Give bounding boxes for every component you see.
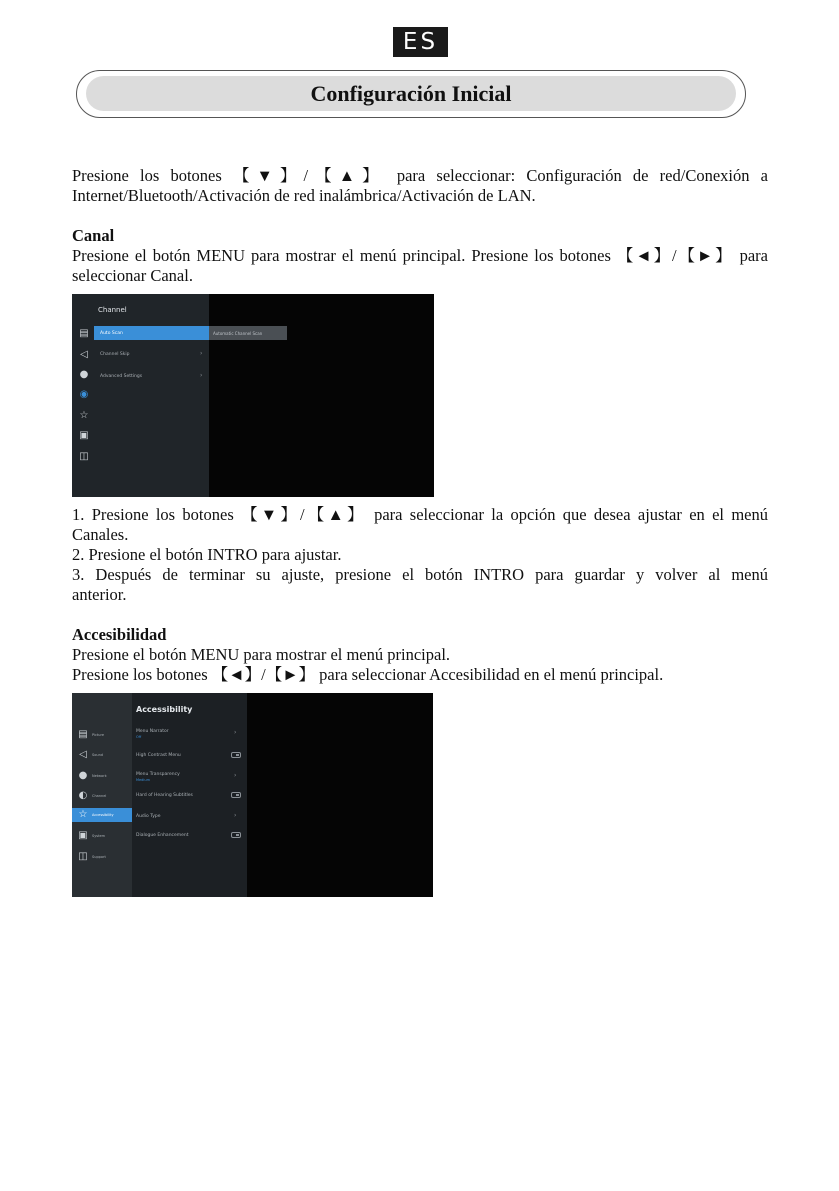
system-icon: ▣ — [78, 830, 88, 841]
chevron-right-icon: › — [234, 729, 237, 736]
accessibility-icon[interactable]: ☆ — [79, 410, 89, 421]
canal-step-3a: 3. Después de terminar su ajuste, presione el botón INTRO para guardar y volver al menú — [72, 565, 768, 584]
network-icon: ● — [78, 770, 88, 781]
high-contrast-menu-label[interactable]: High Contrast Menu — [136, 752, 181, 758]
menu-transparency-label[interactable]: Menu Transparency — [136, 771, 180, 777]
canal-step-3b: anterior. — [72, 585, 127, 604]
accesibilidad-line-1: Presione el botón MENU para mostrar el menú principal. — [72, 645, 451, 664]
sidebar-item-sound[interactable]: Sound — [92, 753, 104, 757]
intro-line-2: Internet/Bluetooth/Activación de red inalámbrica/Activación de LAN. — [72, 186, 536, 205]
canal-line-1: Presione el botón MENU para mostrar el menú principal. Presione los botones 【◄】/【►】 para — [72, 246, 768, 265]
canal-step-2: 2. Presione el botón INTRO para ajustar. — [72, 545, 342, 564]
channel-icon: ◐ — [78, 790, 88, 801]
support-icon: ◫ — [78, 851, 88, 862]
chevron-right-icon: › — [234, 812, 237, 819]
canal-step-1b: Canales. — [72, 525, 129, 544]
accesibilidad-heading: Accesibilidad — [72, 625, 167, 644]
accessibility-menu-title: Accessibility — [136, 705, 193, 714]
accesibilidad-line-2: Presione los botones 【◄】/【►】 para seleccionar Accesibilidad en el menú principal. — [72, 665, 664, 684]
hard-of-hearing-label[interactable]: Hard of Hearing Subtitles — [136, 792, 193, 798]
channel-icon[interactable]: ◉ — [79, 389, 89, 400]
high-contrast-toggle[interactable] — [231, 752, 241, 758]
hard-of-hearing-toggle[interactable] — [231, 792, 241, 798]
accessibility-menu-screenshot — [72, 693, 433, 897]
chevron-right-icon: › — [200, 372, 203, 379]
sound-icon: ◁ — [79, 749, 87, 760]
channel-menu-panel — [72, 294, 209, 497]
chevron-right-icon: › — [200, 350, 203, 357]
sound-icon[interactable]: ◁ — [80, 349, 88, 360]
dialogue-enhancement-label[interactable]: Dialogue Enhancement — [136, 832, 189, 838]
channel-item-auto-scan[interactable]: Auto Scan — [100, 330, 123, 336]
support-icon[interactable]: ◫ — [79, 451, 89, 462]
sidebar-item-support[interactable]: Support — [92, 855, 106, 859]
channel-item-channel-skip[interactable]: Channel Skip — [100, 351, 130, 357]
canal-step-1a: 1. Presione los botones 【▼】/【▲】 para seleccionar la opción que desea ajustar en el menú — [72, 505, 768, 524]
picture-icon: ▤ — [78, 729, 88, 740]
sidebar-item-picture[interactable]: Picture — [92, 733, 105, 737]
dialogue-enhancement-toggle[interactable] — [231, 832, 241, 838]
system-icon[interactable]: ▣ — [79, 430, 89, 441]
sidebar-item-system[interactable]: System — [92, 834, 106, 838]
channel-item-advanced-settings[interactable]: Advanced Settings — [100, 373, 143, 379]
intro-line-1: Presione los botones 【▼】/【▲】 para seleccionar: Configuración de red/Conexión a — [72, 166, 768, 185]
canal-line-2: seleccionar Canal. — [72, 266, 193, 285]
picture-icon[interactable]: ▤ — [79, 328, 89, 339]
chevron-right-icon: › — [234, 772, 237, 779]
audio-type-label[interactable]: Audio Type — [136, 813, 161, 819]
channel-submenu-label: Automatic Channel Scan — [213, 330, 263, 336]
accessibility-icon: ☆ — [78, 809, 88, 820]
page-title: Configuración Inicial — [86, 76, 736, 111]
canal-heading: Canal — [72, 226, 115, 245]
sidebar-item-network[interactable]: Network — [92, 774, 107, 778]
channel-menu-screenshot — [72, 294, 434, 497]
menu-narrator-label[interactable]: Menu Narrator — [136, 728, 169, 734]
network-icon[interactable]: ● — [79, 369, 89, 380]
language-badge: ES — [393, 27, 448, 57]
sidebar-item-channel[interactable]: Channel — [92, 794, 107, 798]
channel-menu-title: Channel — [98, 306, 127, 314]
menu-transparency-value: Medium — [136, 778, 150, 782]
menu-narrator-value: Off — [136, 735, 142, 739]
sidebar-item-accessibility[interactable]: Accessibility — [92, 813, 114, 817]
